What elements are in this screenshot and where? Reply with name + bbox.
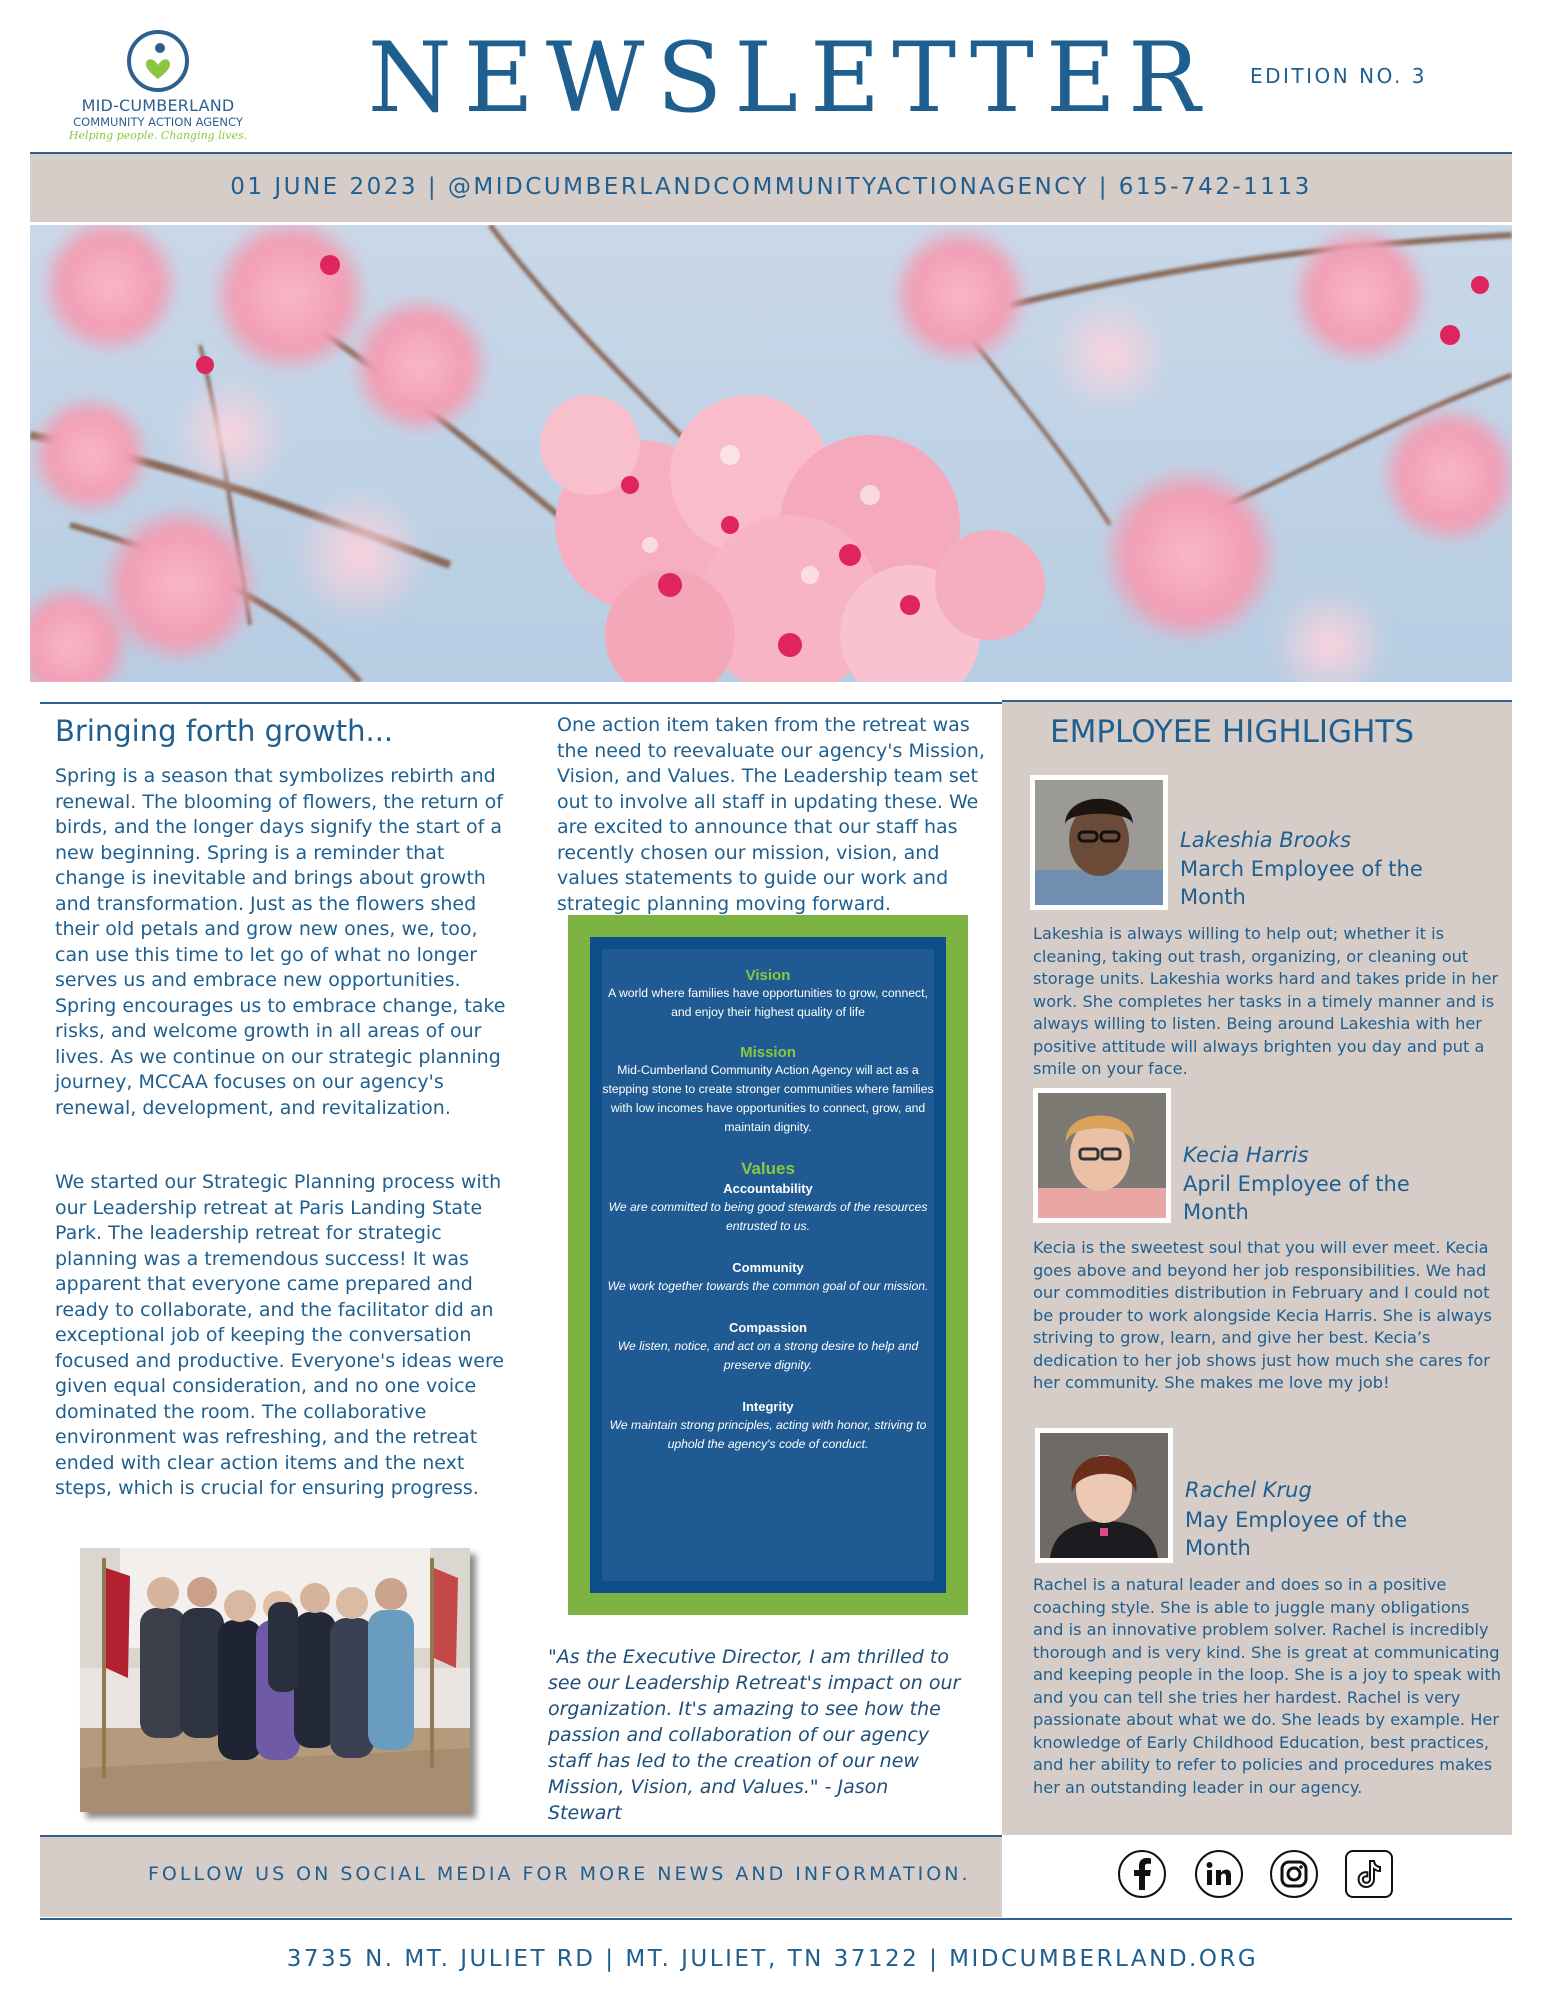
section-divider	[40, 702, 1002, 704]
hero-image-cherry-blossoms	[30, 225, 1512, 682]
edition-number: EDITION NO. 3	[1250, 64, 1427, 88]
logo-org-line2: COMMUNITY ACTION AGENCY	[73, 115, 243, 129]
value-text: We work together towards the common goal of our mission.	[607, 1279, 929, 1293]
follow-us-text: FOLLOW US ON SOCIAL MEDIA FOR MORE NEWS AND INFORMATION.	[148, 1863, 971, 1885]
employee-photo	[1035, 1428, 1173, 1563]
employee-role: May Employee of the Month	[1185, 1508, 1408, 1560]
footer-address: 3735 N. MT. JULIET RD | MT. JULIET, TN 37122 | MIDCUMBERLAND.ORG	[286, 1946, 1259, 1972]
value-text: We maintain strong principles, acting with honor, striving to uphold the agency's code of conduct.	[609, 1418, 927, 1451]
mission-vision-values-card	[568, 915, 968, 1615]
employee-name: Rachel Krug	[1185, 1478, 1312, 1502]
value-name: Community	[732, 1260, 804, 1275]
employee-photo	[1030, 775, 1168, 910]
value-name: Accountability	[723, 1181, 813, 1196]
employee-description: Lakeshia is always willing to help out; whether it is cleaning, taking out trash, organizing, or cleaning out storage units. Lakeshia works hard and takes pride in her work. She completes her tasks in a timely manner and is always willing to listen. Being around Lakeshia with her positive attitude will always brighten you day and put a smile on your face.	[1033, 924, 1499, 1078]
article-paragraph-3: One action item taken from the retreat was the need to reevaluate our agency's Mission, Vision, and Values. The Leadership team set out to involve all staff in updating these. We are excited to announce that our staff has recently chosen our mission, vision, and values statements to guide our work and strategic planning moving forward.	[557, 714, 985, 915]
value-name: Integrity	[742, 1399, 794, 1414]
facebook-icon[interactable]	[1118, 1850, 1166, 1898]
employee-role: April Employee of the Month	[1183, 1172, 1410, 1224]
instagram-icon[interactable]	[1270, 1850, 1318, 1898]
leadership-retreat-group-photo	[80, 1548, 470, 1812]
linkedin-icon[interactable]	[1195, 1850, 1243, 1898]
value-text: We are committed to being good stewards of the resources entrusted to us.	[608, 1200, 928, 1233]
employee-description: Rachel is a natural leader and does so in a positive coaching style. She is able to juggle many obligations and is an innovative problem solver. Rachel is incredibly thorough and is very kind. She is great at communicating and keeping people in the loop. She is a joy to speak with and you can tell she tries her hardest. Rachel is very passionate about what we do. She leads by example. Her knowledge of Early Childhood Education, best practices, and her ability to refer to policies and procedures makes her an outstanding leader in our agency.	[1033, 1575, 1502, 1797]
director-quote: "As the Executive Director, I am thrilled to see our Leadership Retreat's impact on our organization. It's amazing to see how the passion and collaboration of our agency staff has led to the creation of our new Mission, Vision, and Values." - Jason Stewart	[548, 1646, 961, 1824]
value-name: Compassion	[728, 1320, 807, 1335]
agency-logo	[58, 30, 258, 150]
article-paragraph-1: Spring is a season that symbolizes rebirth and renewal. The blooming of flowers, the return of birds, and the longer days signify the start of a new beginning. Spring is a reminder that change is inevitable and brings about growth and transformation. Just as the flowers shed their old petals and grow new ones, we, too, can use this time to let go of what no longer serves us and embrace new opportunities. Spring encourages us to embrace change, take risks, and welcome growth in all areas of our lives. As we continue on our strategic planning journey, MCCAA focuses on our agency's renewal, development, and revitalization.	[55, 765, 506, 1119]
footer-divider	[40, 1918, 1512, 1920]
mvv-panel	[590, 937, 946, 1593]
employee-name: Kecia Harris	[1183, 1143, 1309, 1167]
employee-photo	[1033, 1088, 1171, 1223]
article-heading: Bringing forth growth...	[55, 714, 394, 748]
social-links	[1002, 1835, 1512, 1917]
article-paragraph-2: We started our Strategic Planning process with our Leadership retreat at Paris Landing State Park. The leadership retreat for strategic planning was a tremendous success! It was apparent that everyone came prepared and ready to collaborate, and the facilitator did an exceptional job of keeping the conversation focused and productive. Everyone's ideas were given equal consideration, and no one voice dominated the room. The collaborative environment was refreshing, and the retreat ended with clear action items and the next steps, which is crucial for ensuring progress.	[55, 1171, 505, 1499]
mvv-content	[600, 967, 936, 1476]
mission-heading: Mission	[740, 1044, 796, 1061]
employee-description: Kecia is the sweetest soul that you will ever meet. Kecia goes above and beyond her job responsibilities. We had our commodities distribution in February and I could not be prouder to work alongside Kecia Harris. She is always striving to grow, learn, and give her best. Kecia’s dedication to her job shows just how much she cares for her community. She makes me love my job!	[1033, 1238, 1492, 1392]
vision-heading: Vision	[745, 967, 791, 984]
tiktok-icon[interactable]	[1345, 1850, 1393, 1898]
mission-text: Mid-Cumberland Community Action Agency will act as a stepping stone to create stronger communities where families with low incomes have opportunities to connect, grow, and maintain dignity.	[602, 1063, 934, 1134]
info-bar: 01 JUNE 2023 | @MIDCUMBERLANDCOMMUNITYACTIONAGENCY | 615-742-1113	[30, 152, 1512, 222]
logo-org-line1: MID-CUMBERLAND	[81, 96, 235, 115]
values-heading: Values	[741, 1159, 795, 1178]
employee-name: Lakeshia Brooks	[1180, 828, 1352, 852]
employee-role: March Employee of the Month	[1180, 857, 1423, 909]
employee-highlights-heading: EMPLOYEE HIGHLIGHTS	[1050, 714, 1415, 750]
value-text: We listen, notice, and act on a strong desire to help and preserve dignity.	[617, 1339, 919, 1372]
newsletter-title: NEWSLETTER	[367, 22, 1213, 134]
logo-mark-icon	[127, 30, 189, 92]
vision-text: A world where families have opportunities to grow, connect, and enjoy their highest quality of life	[608, 986, 928, 1019]
logo-tagline: Helping people. Changing lives.	[68, 129, 248, 142]
